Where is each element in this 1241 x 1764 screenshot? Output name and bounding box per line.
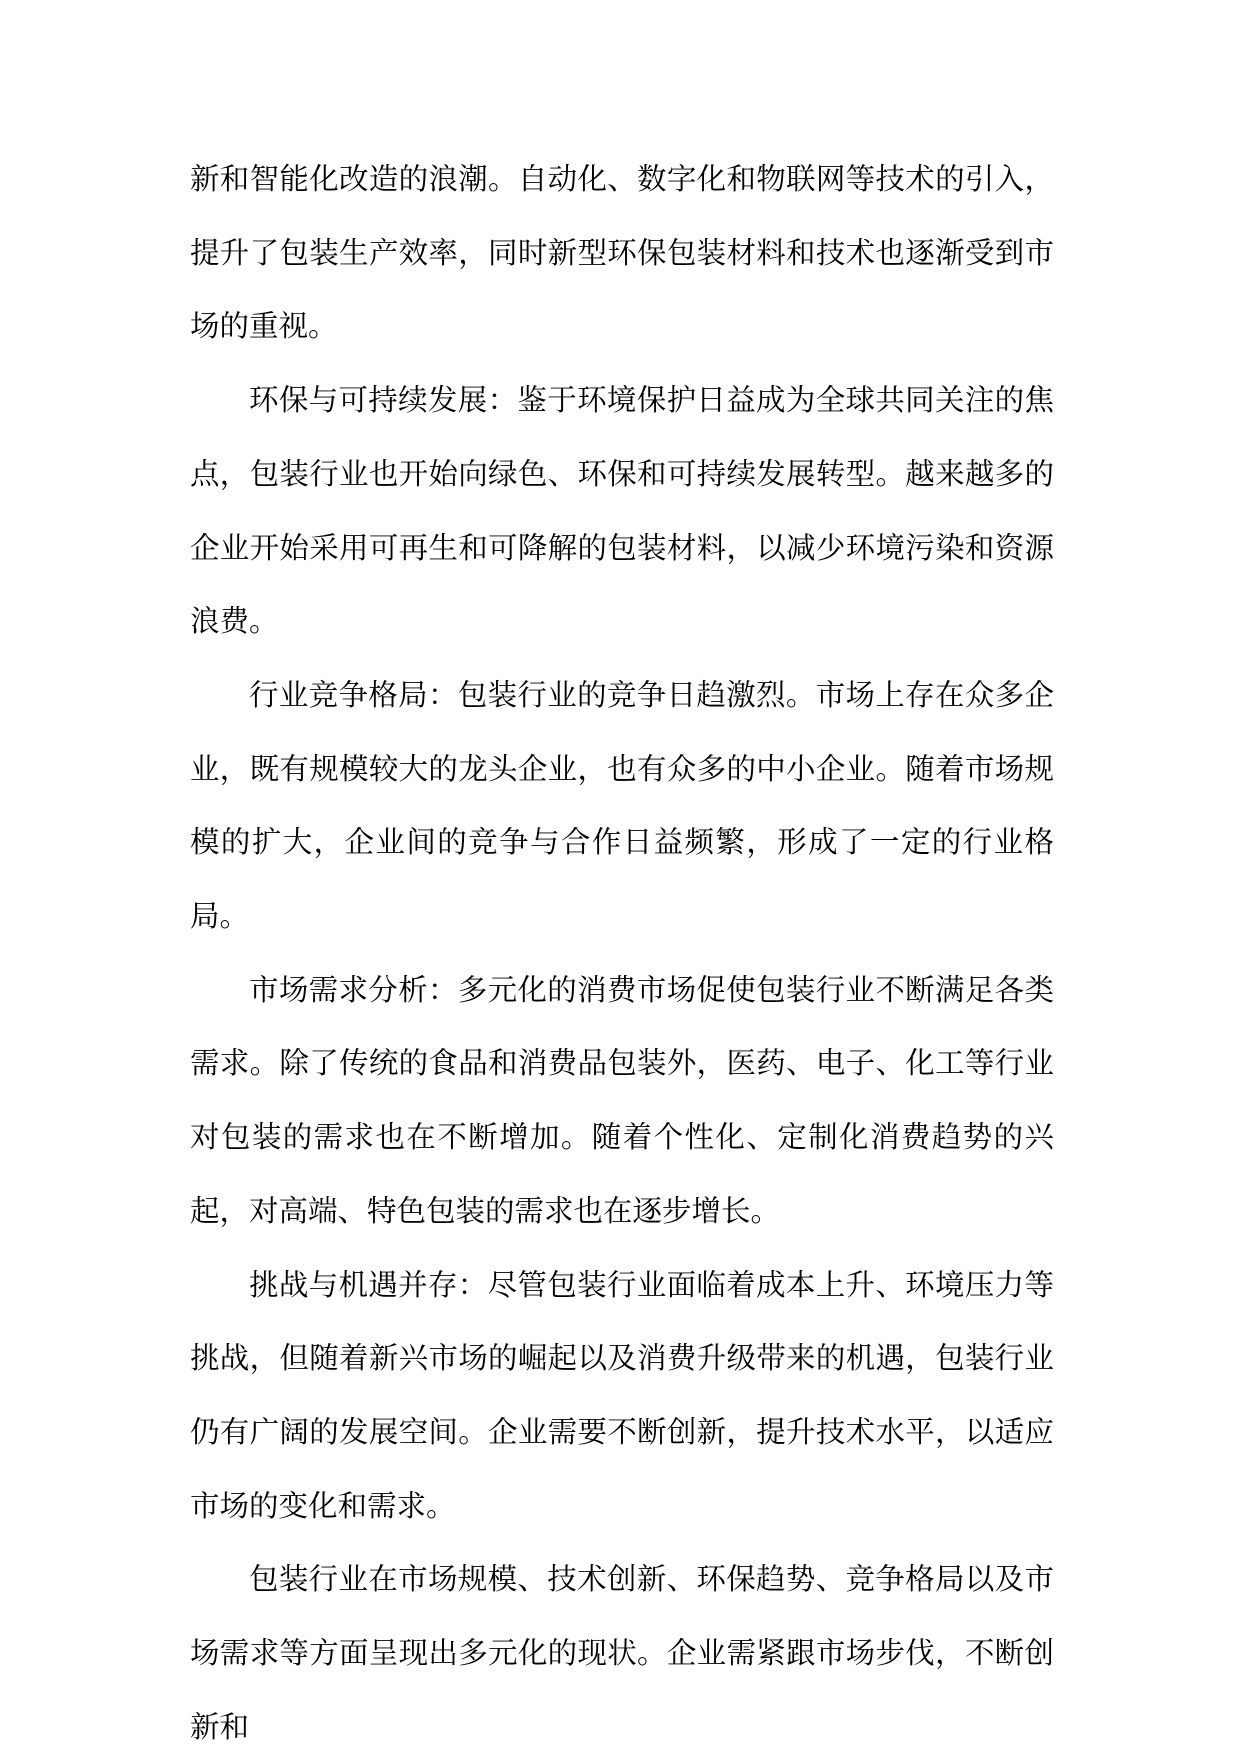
paragraph-challenges-opportunities: 挑战与机遇并存：尽管包装行业面临着成本上升、环境压力等挑战，但随着新兴市场的崛起以及消费升级带来的机遇，包装行业仍有广阔的发展空间。企业需要不断创新，提升技术水平，以适应市场的变化和需求。 xyxy=(190,1267,1054,1523)
paragraph-sustainability: 环保与可持续发展：鉴于环境保护日益成为全球共同关注的焦点，包装行业也开始向绿色、环保和可持续发展转型。越来越多的企业开始采用可再生和可降解的包装材料，以减少环境污染和资源浪费。 xyxy=(190,383,1054,639)
paragraph-continuation: 新和智能化改造的浪潮。自动化、数字化和物联网等技术的引入，提升了包装生产效率，同时新型环保包装材料和技术也逐渐受到市场的重视。 xyxy=(190,162,1054,344)
paragraph-summary: 包装行业在市场规模、技术创新、环保趋势、竞争格局以及市场需求等方面呈现出多元化的现状。企业需紧跟市场步伐，不断创新和 xyxy=(190,1562,1054,1744)
paragraph-competition: 行业竞争格局：包装行业的竞争日趋激烈。市场上存在众多企业，既有规模较大的龙头企业，也有众多的中小企业。随着市场规模的扩大，企业间的竞争与合作日益频繁，形成了一定的行业格局。 xyxy=(190,677,1054,934)
paragraph-market-demand: 市场需求分析：多元化的消费市场促使包装行业不断满足各类需求。除了传统的食品和消费品包装外，医药、电子、化工等行业对包装的需求也在不断增加。随着个性化、定制化消费趋势的兴起，对高端、特色包装的需求也在逐步增长。 xyxy=(190,972,1054,1228)
document-body xyxy=(190,143,1054,1764)
